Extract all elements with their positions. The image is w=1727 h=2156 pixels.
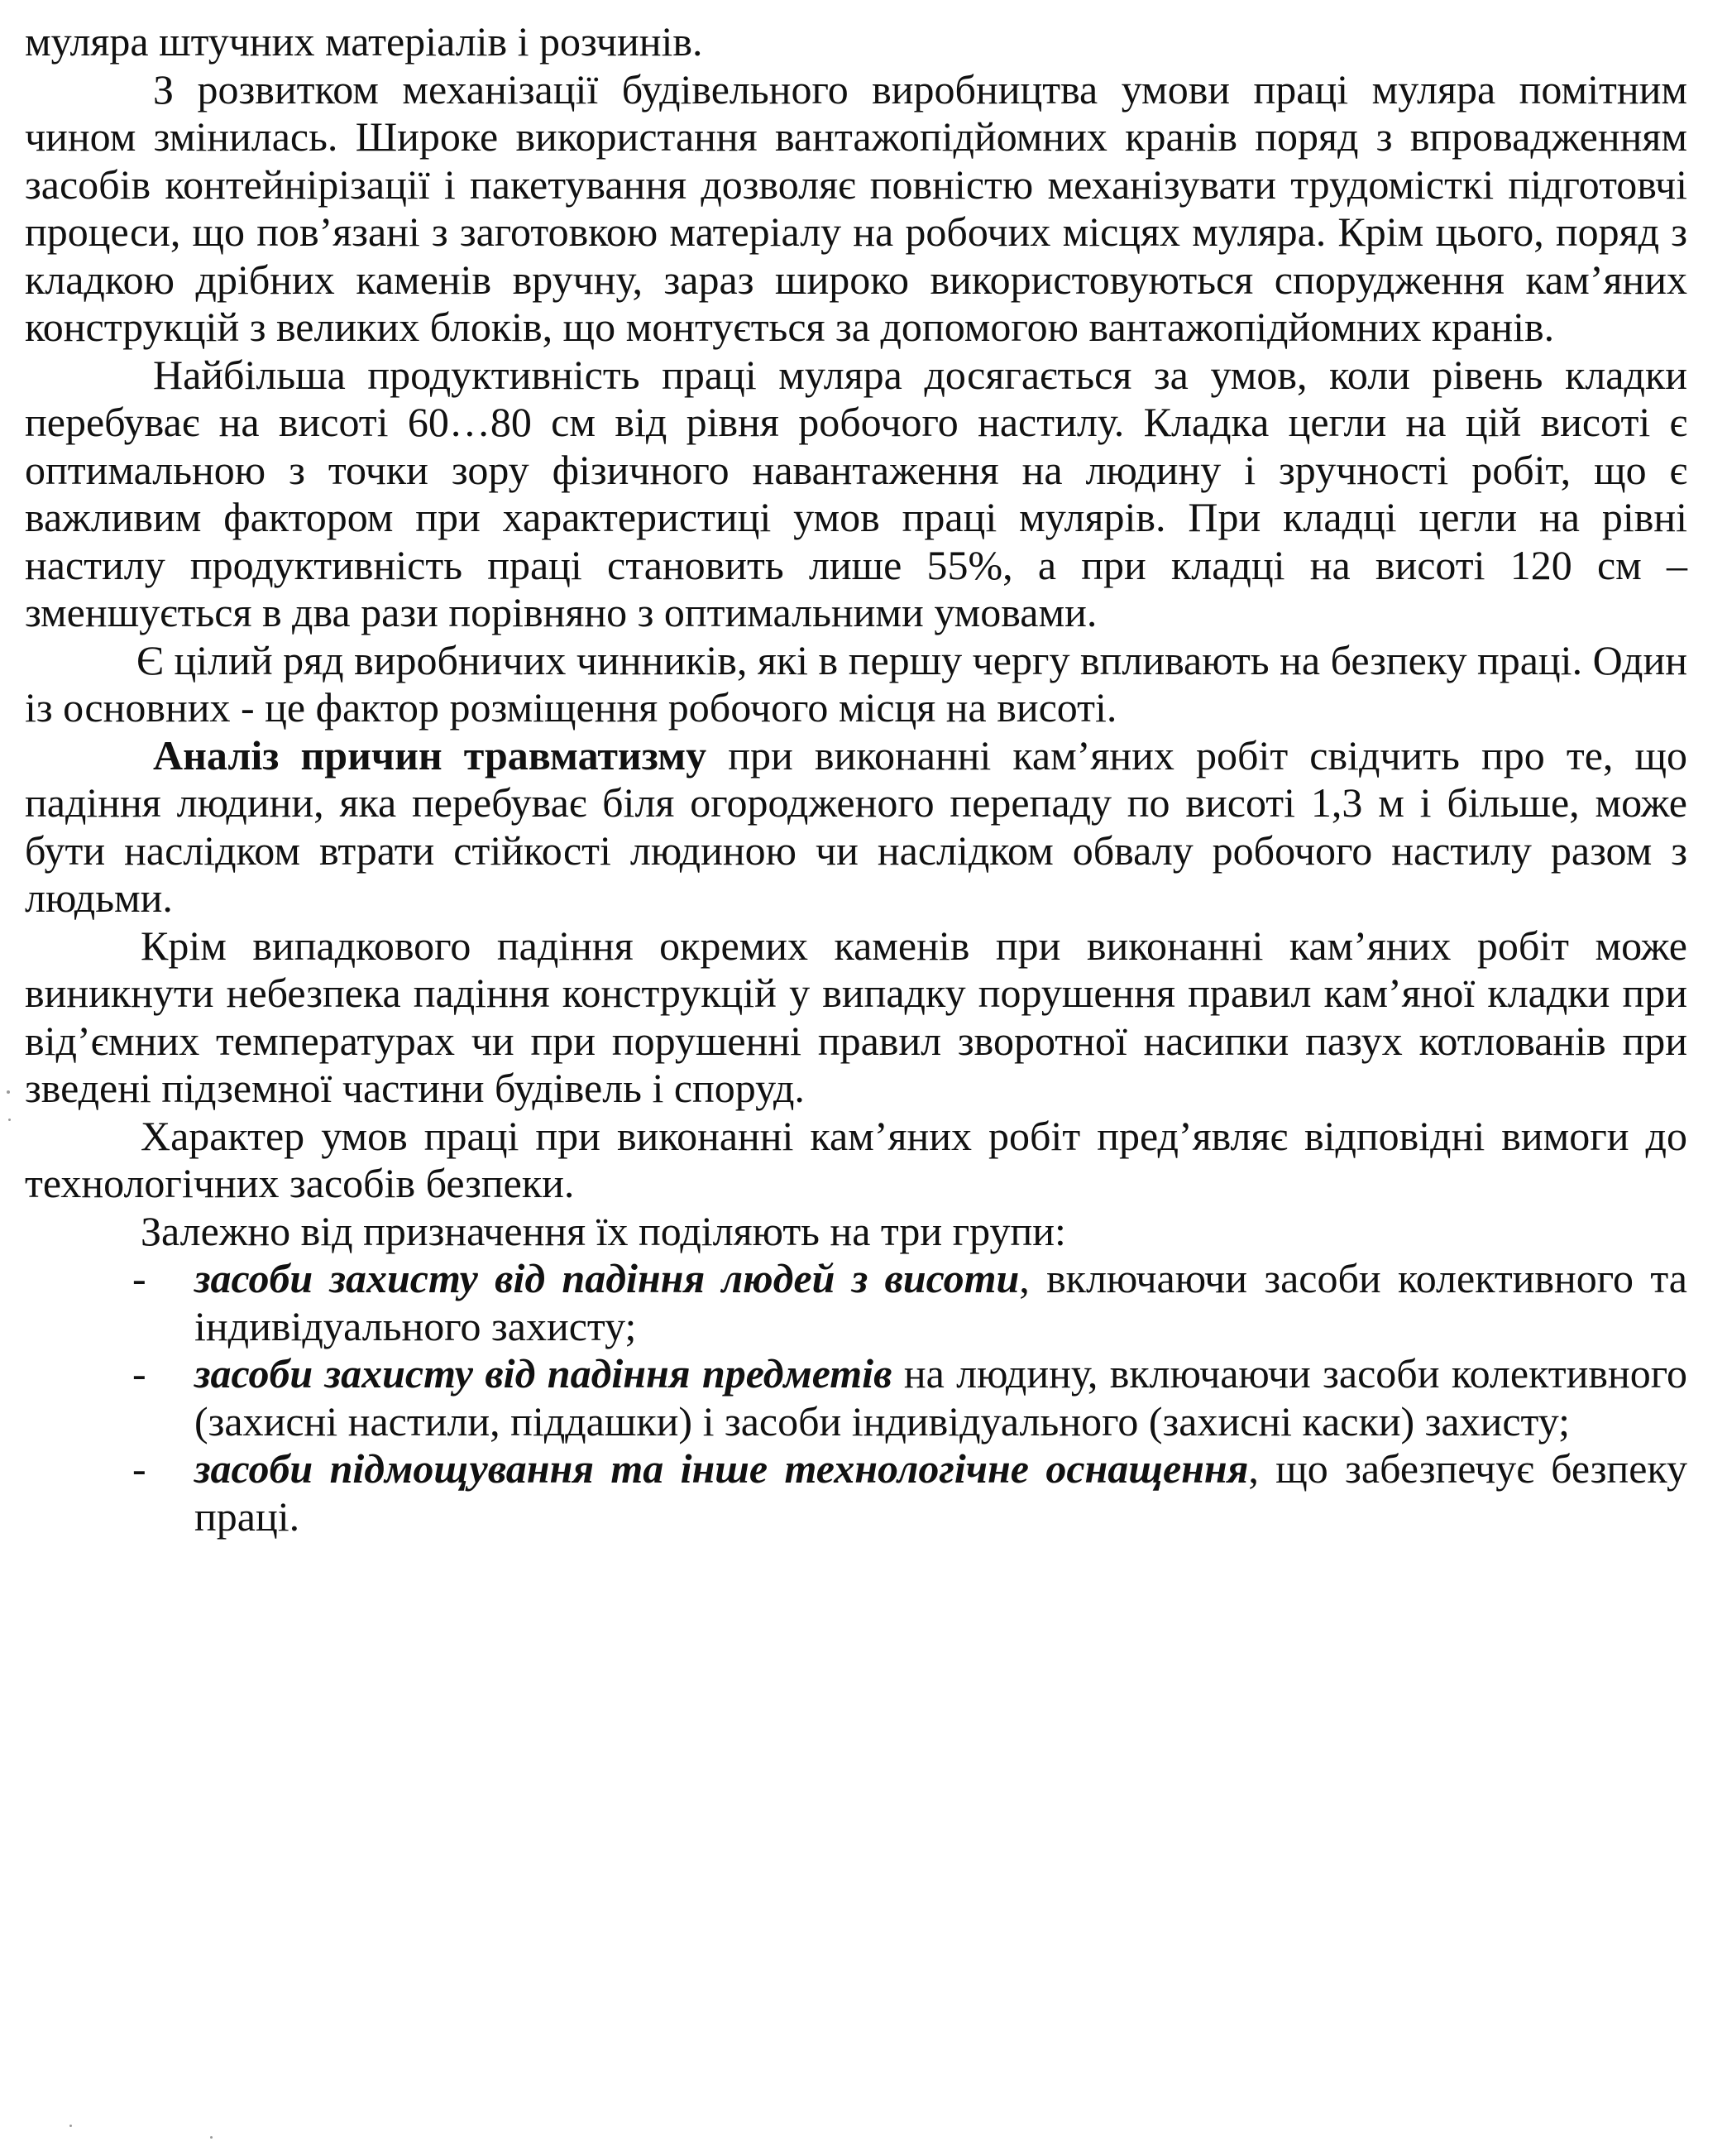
paragraph-1: муляра штучних матеріалів і розчинів.	[25, 18, 703, 65]
paragraph-6: Крім випадкового падіння окремих каменів при виконанні кам’яних робіт може виникнути небезпека падіння конструкцій у випадку порушення правил кам’яної кладки при від’ємних температурах чи при порушенні правил зворотної насипки пазух котлованів при зведені підземної частини будівель і споруд.	[25, 922, 1687, 1111]
list-item	[25, 1445, 1687, 1540]
list-item-emphasis: засоби захисту від падіння людей з висоти	[194, 1255, 1020, 1301]
paragraph-2: З розвитком механізації будівельного виробництва умови праці муляра помітним чином змінилась. Широке використання вантажопідйомних кранів поряд з впровадженням засобів контейнірізації і пакетування дозволяє повністю механізувати трудомісткі підготовчі процеси, що пов’язані з заготовкою матеріалу на робочих місцях муляра. Крім цього, поряд з кладкою дрібних каменів вручну, зараз широко використовуються спорудження кам’яних конструкцій з великих блоків, що монтується за допомогою вантажопідйомних кранів.	[25, 65, 1687, 350]
paragraph-5	[25, 732, 1687, 922]
list-item-text: , включаючи засоби колективного та індивідуального захисту;	[194, 1255, 1687, 1349]
scan-speck	[69, 2125, 72, 2127]
paragraph-7: Характер умов праці при виконанні кам’яних робіт пред’являє відповідні вимоги до технологічних засобів безпеки.	[25, 1112, 1687, 1206]
scan-speck	[8, 1119, 11, 1121]
paragraph-5-bold-lead: Аналіз причин травматизму	[153, 731, 707, 779]
text-column	[25, 18, 1687, 1540]
list-item-text: , що забезпечує безпеку праці.	[194, 1445, 1687, 1540]
scan-speck	[7, 1090, 10, 1094]
list-dash: -	[132, 1350, 146, 1397]
list-item	[25, 1350, 1687, 1445]
scan-speck	[210, 2136, 213, 2139]
list-item-emphasis: засоби захисту від падіння предметів	[194, 1350, 892, 1397]
safety-means-list	[25, 1255, 1687, 1540]
list-dash: -	[132, 1255, 146, 1301]
list-item-emphasis: засоби підмощування та інше технологічне оснащення	[194, 1445, 1249, 1492]
paragraph-4: Є цілий ряд виробничих чинників, які в першу чергу впливають на безпеку праці. Один із основних - це фактор розміщення робочого місця на висоті.	[25, 636, 1687, 731]
paragraph-5-rest: при виконанні кам’яних робіт свідчить про те, що падіння людини, яка перебуває біля огородженого перепаду по висоті 1,3 м і більше, може бути наслідком втрати стійкості людиною чи наслідком обвалу робочого настилу разом з людьми.	[25, 731, 1687, 921]
paragraph-8: Залежно від призначення їх поділяють на три групи:	[141, 1207, 1066, 1254]
list-dash: -	[132, 1445, 146, 1492]
list-item-text: на людину, включаючи засоби колективного (захисні настили, піддашки) і засоби індивідуального (захисні каски) захисту;	[194, 1350, 1687, 1445]
list-item	[25, 1255, 1687, 1350]
paragraph-3: Найбільша продуктивність праці муляра досягається за умов, коли рівень кладки перебуває на висоті 60…80 см від рівня робочого настилу. Кладка цегли на цій висоті є оптимальною з точки зору фізичного навантаження на людину і зручності робіт, що є важливим фактором при характеристиці умов праці мулярів. При кладці цегли на рівні настилу продуктивність праці становить лише 55%, а при кладці на висоті 120 см – зменшується в два рази порівняно з оптимальними умовами.	[25, 351, 1687, 635]
